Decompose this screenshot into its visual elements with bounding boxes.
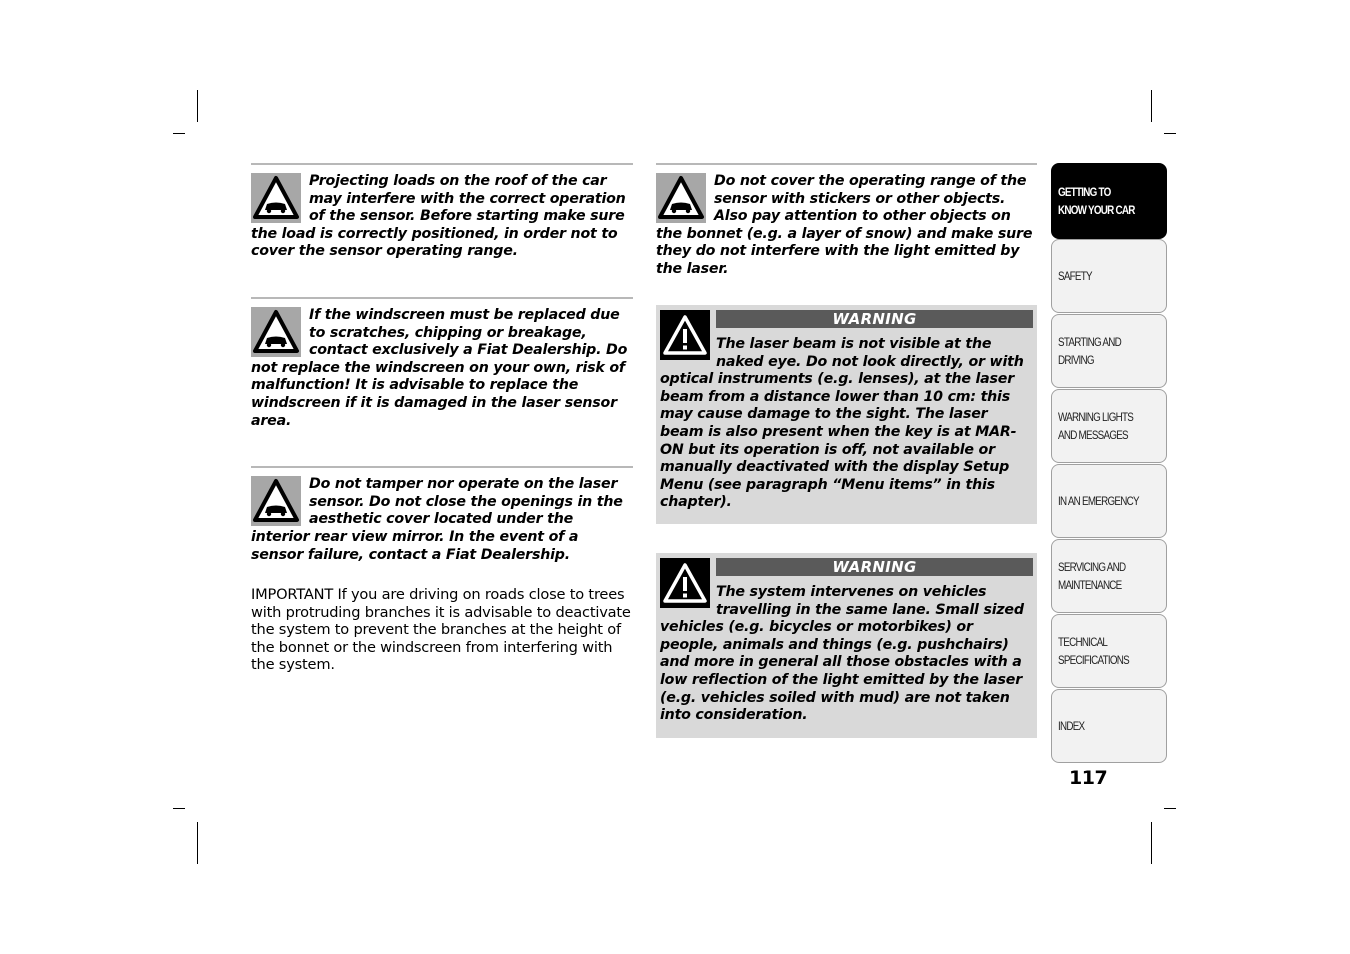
tab-warning-lights-and-messages[interactable]	[1051, 389, 1167, 463]
tab-servicing-and-maintenance[interactable]	[1051, 539, 1167, 613]
note-text: If the windscreen must be replaced due to scratches, chipping or breakage, contact exclusively a Fiat Dealership. Do not replace the windscreen on your own, risk of malfunction! It is advisable to replace the windscreen if it is damaged in the laser sensor area.	[251, 306, 628, 429]
crop-mark	[1164, 133, 1176, 134]
tab-in-an-emergency[interactable]	[1051, 464, 1167, 538]
warning-box-system	[656, 553, 1037, 738]
crop-mark	[173, 808, 185, 809]
tab-label: WARNING LIGHTS AND MESSAGES	[1058, 410, 1134, 442]
left-column	[251, 163, 633, 674]
warning-text: The system intervenes on vehicles travelling in the same lane. Small sized vehicles (e.g. bicycles or motorbikes) or people, animals and things (e.g. pushchairs) and more in general all those obstacles with a low reflection of the light emitted by the laser (e.g. vehicles soiled with mud) are not taken into consideration.	[660, 584, 1024, 724]
car-warning-triangle-icon	[251, 476, 301, 526]
tab-index[interactable]	[1051, 689, 1167, 763]
crop-mark	[1151, 90, 1152, 122]
warning-title: WARNING	[716, 310, 1033, 328]
tab-label: INDEX	[1058, 719, 1085, 733]
warning-text: The laser beam is not visible at the naked eye. Do not look directly, or with optical instruments (e.g. lenses), at the laser beam from a distance lower than 10 cm: this may cause damage to the sight. The laser beam is also present when the key is at MAR-ON but its operation is off, not available or manually deactivated with the display Setup Menu (see paragraph “Menu items” in this chapter).	[660, 336, 1024, 511]
warning-title: WARNING	[716, 558, 1033, 576]
crop-mark	[197, 90, 198, 122]
car-warning-triangle-icon	[251, 307, 301, 357]
crop-mark	[173, 133, 185, 134]
crop-mark	[1151, 822, 1152, 864]
tab-label: SERVICING AND MAINTENANCE	[1058, 560, 1126, 592]
crop-mark	[1164, 808, 1176, 809]
tab-label: STARTING AND DRIVING	[1058, 335, 1121, 367]
note-text: Projecting loads on the roof of the car may interfere with the correct operation of the sensor. Before starting make sure the load is correctly positioned, in order not to cover the sensor operating range.	[251, 173, 626, 260]
tab-label: GETTING TO KNOW YOUR CAR	[1058, 185, 1135, 217]
note-text: Do not tamper nor operate on the laser sensor. Do not close the openings in the aesthetic cover located under the interior rear view mirror. In the event of a sensor failure, contact a Fiat Dealership.	[251, 476, 623, 563]
note-operating-range	[656, 163, 1037, 279]
note-roof-loads	[251, 163, 633, 261]
note-windscreen	[251, 297, 633, 430]
warning-triangle-icon	[660, 558, 710, 608]
tab-label: SAFETY	[1058, 269, 1092, 283]
car-warning-triangle-icon	[656, 173, 706, 223]
tab-safety[interactable]	[1051, 239, 1167, 313]
tab-label: TECHNICAL SPECIFICATIONS	[1058, 635, 1129, 667]
tab-starting-and-driving[interactable]	[1051, 314, 1167, 388]
important-paragraph: IMPORTANT If you are driving on roads close to trees with protruding branches it is advisable to deactivate the system to prevent the branches at the height of the bonnet or the windscreen from interfering with the system.	[251, 586, 631, 674]
car-warning-triangle-icon	[251, 173, 301, 223]
crop-mark	[197, 822, 198, 864]
note-text: Do not cover the operating range of the sensor with stickers or other objects. Also pay attention to other objects on the bonnet (e.g. a layer of snow) and make sure they do not interfere with the light emitted by the laser.	[656, 173, 1033, 277]
note-laser-sensor	[251, 466, 633, 564]
warning-triangle-icon	[660, 310, 710, 360]
tab-getting-to-know-your-car[interactable]	[1051, 163, 1167, 239]
tab-technical-specifications[interactable]	[1051, 614, 1167, 688]
warning-box-laser-beam	[656, 305, 1037, 524]
right-column	[656, 163, 1037, 279]
page-number: 117	[1069, 767, 1108, 789]
tab-label: IN AN EMERGENCY	[1058, 494, 1139, 508]
